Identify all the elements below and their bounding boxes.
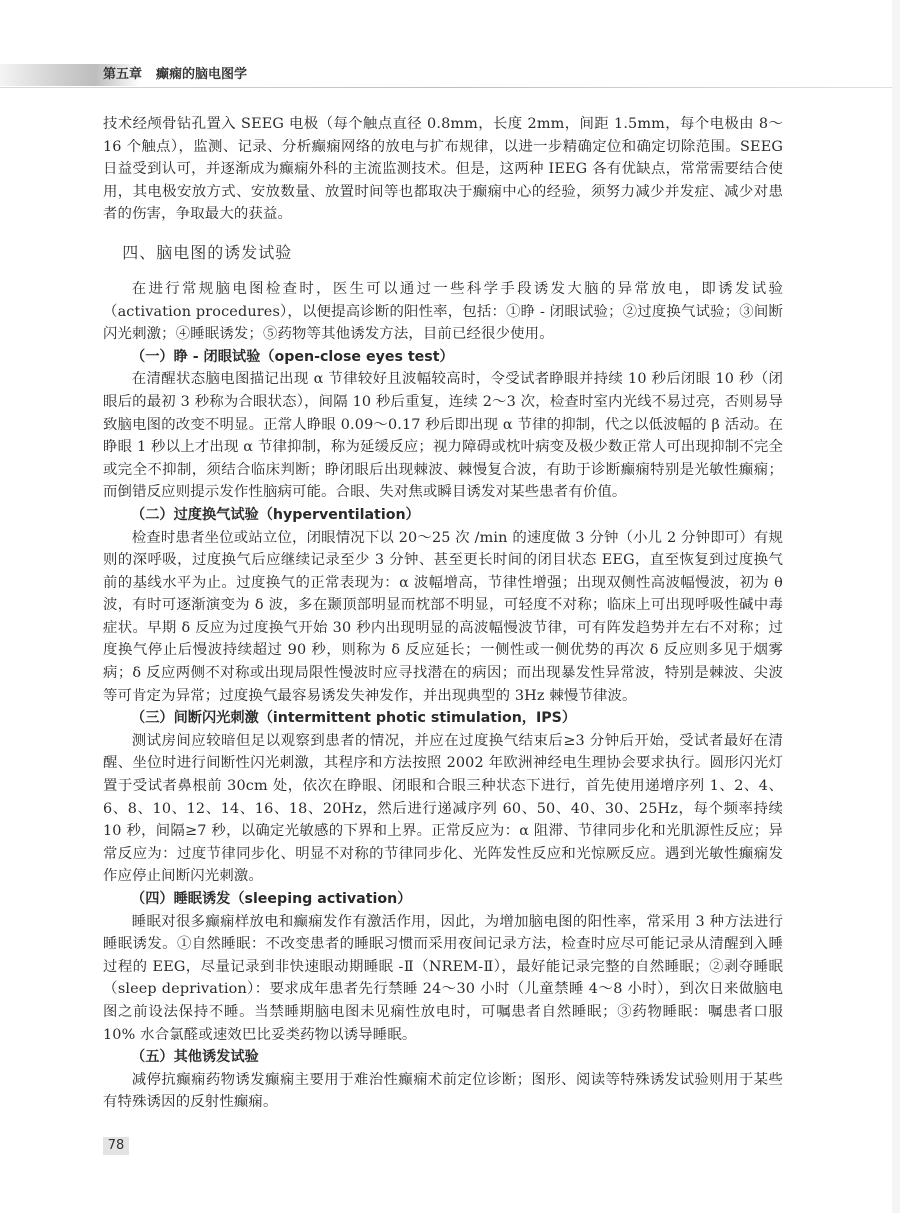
section-intro-paragraph: 在进行常规脑电图检查时，医生可以通过一些科学手段诱发大脑的异常放电，即诱发试验（activation procedures），以便提高诊断的阳性率，包括：①睁 - 闭眼试验；②过度换气试验；③间断闪光刺激；④睡眠诱发；⑤药物等其他诱发方法，目前已经很少使用。 <box>103 280 783 343</box>
paragraph-sleep-activation: 睡眠对很多癫痫样放电和癫痫发作有激活作用，因此，为增加脑电图的阳性率，常采用 3 种方法进行睡眠诱发。①自然睡眠：不改变患者的睡眠习惯而采用夜间记录方法，检查时应尽可能记录从清醒到入睡过程的 EEG，尽量记录到非快速眼动期睡眠 -Ⅱ（NREM-Ⅱ），最好能记录完整的自然睡眠；②剥夺睡眠（sleep deprivation）：要求成年患者先行禁睡 24～30 小时（儿童禁睡 4～8 小时），到次日来做脑电图之前设法保持不睡。当禁睡期脑电图未见痫性放电时，可嘱患者自然睡眠；③药物睡眠：嘱患者口服 10% 水合氯醛或速效巴比妥类药物以诱导睡眠。 <box>103 913 783 1043</box>
subsection-heading-hyperventilation: （二）过度换气试验（hyperventilation） <box>131 506 420 523</box>
subsection-heading-sleep: （四）睡眠诱发（sleeping activation） <box>131 891 412 907</box>
header-chapter: 第五章 <box>103 67 143 82</box>
paragraph-photic-stimulation: 测试房间应较暗但足以观察到患者的情况，并应在过度换气结束后≥3 分钟后开始，受试者最好在清醒、坐位时进行间断性闪光刺激，其程序和方法按照 2002 年欧洲神经电生理协会要求执行。圆形闪光灯置于受试者鼻根前 30cm 处，依次在睁眼、闭眼和合眼三种状态下进行，首先使用递增序列 1、2、4、6、8、10、12、14、16、18、20Hz，然后进行递减序列 60、50、40、30、25Hz，每个频率持续 10 秒，间隔≥7 秒，以确定光敏感的下界和上界。正常反应为：α 阻滞、节律同步化和光肌源性反应；异常反应为：过度节律同步化、明显不对称的节律同步化、光阵发性反应和光惊厥反应。遇到光敏性癫痫发作应停止间断闪光刺激。 <box>103 732 783 885</box>
page-number: 78 <box>103 1137 129 1155</box>
header-title: 癫痫的脑电图学 <box>156 67 248 82</box>
paragraph-hyperventilation: 检查时患者坐位或站立位，闭眼情况下以 20～25 次 /min 的速度做 3 分钟（小儿 2 分钟即可）有规则的深呼吸，过度换气后应继续记录至少 3 分钟、甚至更长时间的闭目状态 EEG，直至恢复到过度换气前的基线水平为止。过度换气的正常表现为：α 波幅增高，节律性增强；出现双侧性高波幅慢波，初为 θ 波，有时可逐渐演变为 δ 波，多在颞顶部明显而枕部不明显，可轻度不对称；临床上可出现呼吸性碱中毒症状。早期 δ 反应为过度换气开始 30 秒内出现明显的高波幅慢波节律，可有阵发趋势并左右不对称；过度换气停止后慢波持续超过 90 秒，则称为 δ 反应延长；一侧性或一侧优势的再次 δ 反应则多见于烟雾病；δ 反应两侧不对称或出现局限性慢波时应寻找潜在的病因；而出现暴发性异常波，特别是棘波、尖波等可肯定为异常；过度换气最容易诱发失神发作，并出现典型的 3Hz 棘慢节律波。 <box>103 529 783 704</box>
subsection-heading-eyes: （一）睁 - 闭眼试验（open-close eyes test） <box>131 348 454 365</box>
subsection-heading-other: （五）其他诱发试验 <box>131 1049 259 1066</box>
page-body <box>103 113 783 1114</box>
section-title: 四、脑电图的诱发试验 <box>122 242 293 262</box>
running-header <box>103 65 247 85</box>
paragraph-other-tests: 减停抗癫痫药物诱发癫痫主要用于难治性癫痫术前定位诊断；图形、阅读等特殊诱发试验则用于某些有特殊诱因的反射性癫痫。 <box>103 1071 783 1111</box>
subsection-heading-photic: （三）间断闪光刺激（intermittent photic stimulation，IPS） <box>131 710 577 727</box>
intro-paragraph: 技术经颅骨钻孔置入 SEEG 电极（每个触点直径 0.8mm，长度 2mm，间距 1.5mm，每个电极由 8～16 个触点），监测、记录、分析癫痫网络的放电与扩布规律，以进一步精确定位和确定切除范围。SEEG 日益受到认可，并逐渐成为癫痫外科的主流监测技术。但是，这两种 IEEG 各有优缺点，常常需要结合使用，其电极安放方式、安放数量、放置时间等也都取决于癫痫中心的经验，须努力减少并发症、减少对患者的伤害，争取最大的获益。 <box>103 116 783 223</box>
paragraph-eyes-test: 在清醒状态脑电图描记出现 α 节律较好且波幅较高时，令受试者睁眼并持续 10 秒后闭眼 10 秒（闭眼后的最初 3 秒称为合眼状态），间隔 10 秒后重复，连续 2～3 次，检查时室内光线不易过亮，否则易导致脑电图的改变不明显。正常人睁眼 0.09～0.17 秒后即出现 α 节律的抑制，代之以低波幅的 β 活动。在睁眼 1 秒以上才出现 α 节律抑制，称为延缓反应；视力障碍或枕叶病变及极少数正常人可出现抑制不完全或完全不抑制，须结合临床判断；睁闭眼后出现棘波、棘慢复合波，有助于诊断癫痫特别是光敏性癫痫；而倒错反应则提示发作性脑病可能。合眼、失对焦或瞬目诱发对某些患者有价值。 <box>103 371 783 501</box>
header-divider <box>0 87 900 88</box>
page-edge <box>892 0 900 1213</box>
